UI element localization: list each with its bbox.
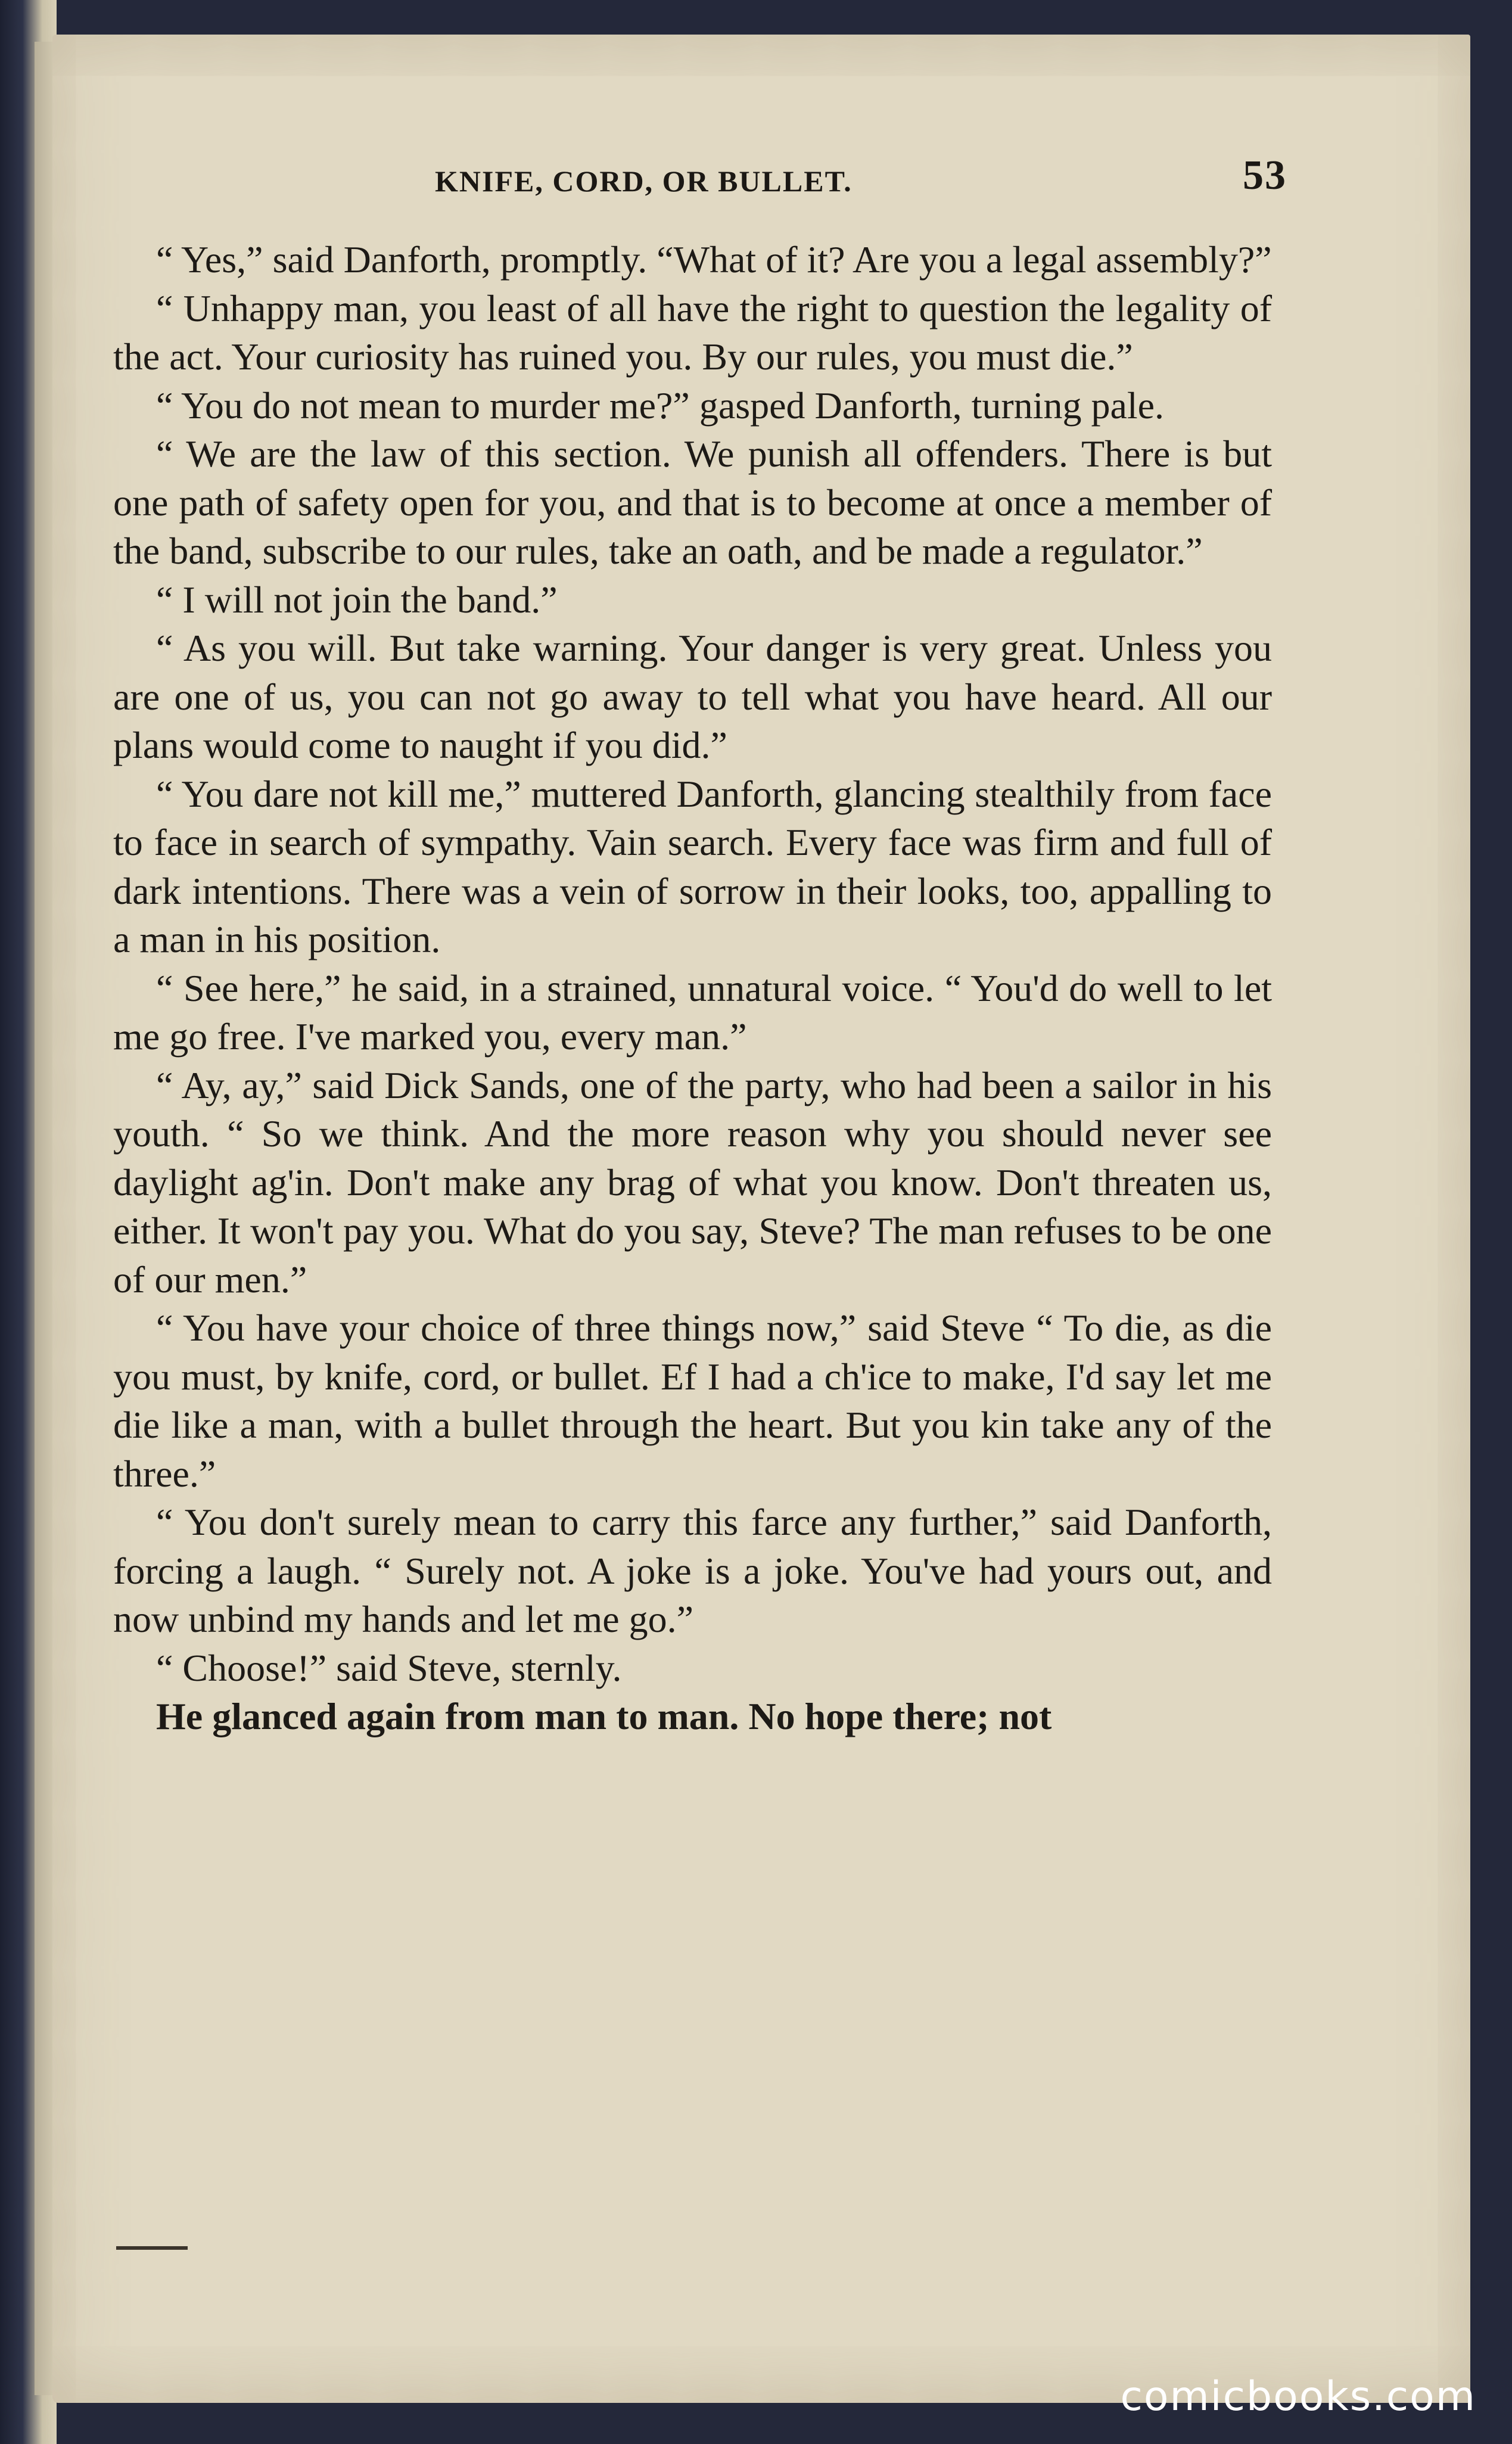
paragraph: “ I will not join the band.”	[156, 578, 558, 621]
paragraph: “ We are the law of this section. We punish all offenders. There is but one path of safety open for you, and that is to become at once a member of the band, subscribe to our rules, take an oath, and be made a regulator.”	[113, 433, 1272, 572]
paragraph: “ Choose!” said Steve, sternly.	[156, 1646, 622, 1689]
page-number: 53	[1243, 153, 1287, 198]
body-text	[113, 235, 1272, 1741]
paragraph: “ You have your choice of three things now,” said Steve “ To die, as die you must, by knife, cord, or bullet. Ef I had a ch'ice to make, I'd say let me die like a man, with a bullet through the heart. But you kin take any of the three.”	[113, 1307, 1272, 1495]
paragraph: “ You dare not kill me,” muttered Danforth, glancing stealthily from face to face in search of sympathy. Vain search. Every face was firm and full of dark intentions. There was a vein of sorrow in their looks, too, appalling to a man in his position.	[113, 772, 1272, 960]
paragraph: “ Unhappy man, you least of all have the right to question the legality of the act. Your curiosity has ruined you. By our rules, you must die.”	[113, 287, 1272, 378]
paragraph: “ You don't surely mean to carry this farce any further,” said Danforth, forcing a laugh. “ Surely not. A joke is a joke. You've had yours out, and now unbind my hands and let me go.”	[113, 1501, 1272, 1640]
paragraph: “ You do not mean to murder me?” gasped Danforth, turning pale.	[156, 384, 1165, 427]
watermark: comicbooks.com	[1120, 2373, 1476, 2420]
page-header	[393, 152, 1287, 206]
running-title: KNIFE, CORD, OR BULLET.	[435, 164, 853, 198]
paragraph: “ As you will. But take warning. Your danger is very great. Unless you are one of us, you can not go away to tell what you have heard. All our plans would come to naught if you did.”	[113, 627, 1272, 766]
paragraph: “ See here,” he said, in a strained, unnatural voice. “ You'd do well to let me go free. I've marked you, every man.”	[113, 966, 1272, 1058]
paragraph: “ Ay, ay,” said Dick Sands, one of the party, who had been a sailor in his youth. “ So we think. And the more reason why you should never see daylight ag'in. Don't make any brag of what you know. Don't threaten us, either. It won't pay you. What do you say, Steve? The man refuses to be one of our men.”	[113, 1064, 1272, 1301]
footer-rule	[116, 2246, 188, 2250]
paragraph: He glanced again from man to man. No hope there; not	[156, 1695, 1052, 1737]
paragraph: “ Yes,” said Danforth, promptly. “What of it? Are you a legal assembly?”	[156, 238, 1272, 281]
